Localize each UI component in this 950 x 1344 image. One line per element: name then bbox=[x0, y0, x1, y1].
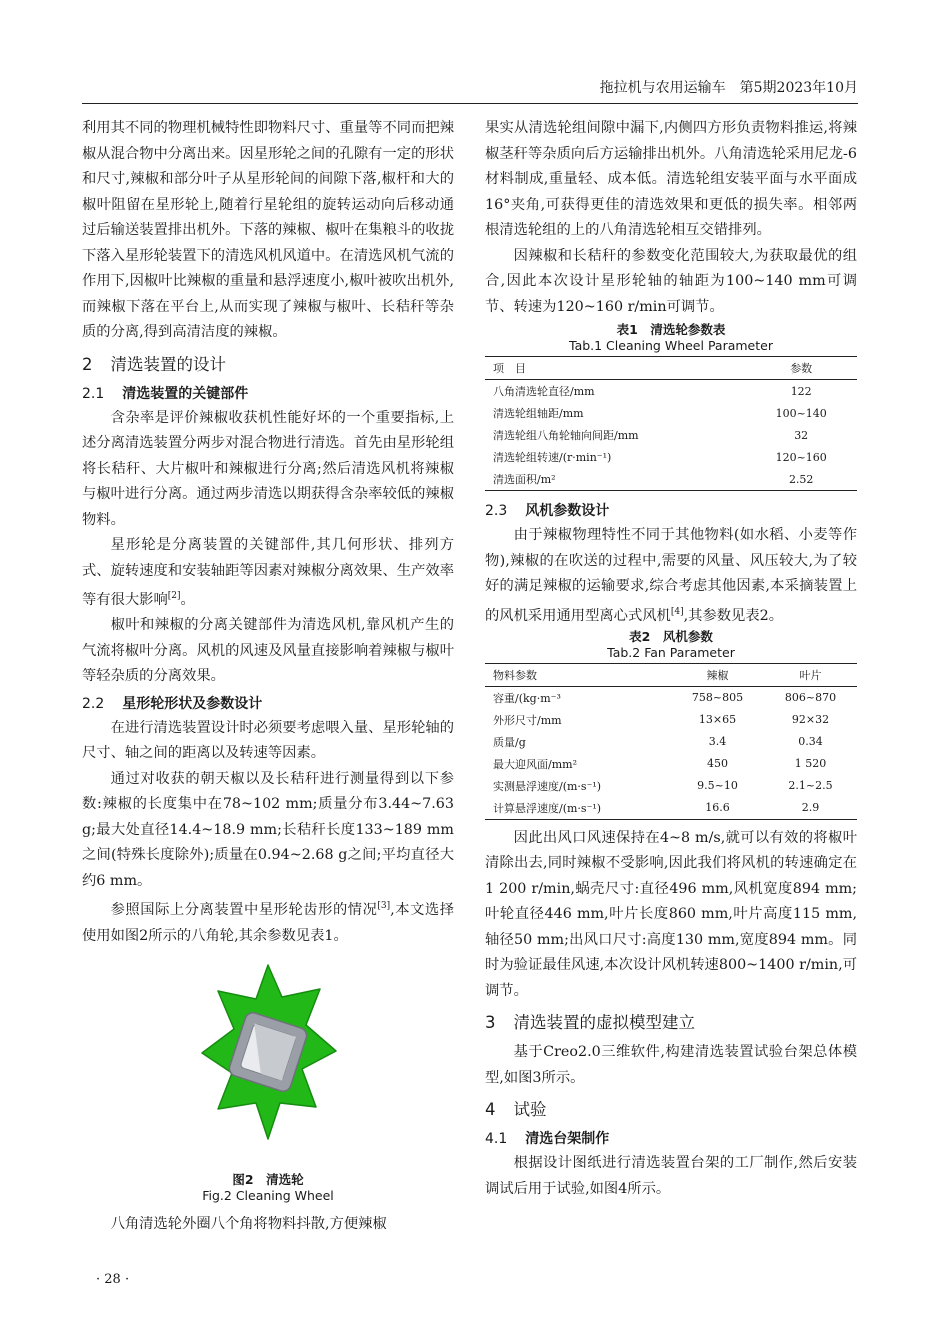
section-title: 试验 bbox=[513, 1100, 547, 1120]
table-cell: 清选面积/m² bbox=[485, 468, 745, 491]
paragraph: 含杂率是评价辣椒收获机性能好坏的一个重要指标,上述分离清选装置分两步对混合物进行清选。首先由星形轮组将长秸秆、大片椒叶和辣椒进行分离;然后清选风机将辣椒与椒叶进行分离。通过两步清选以期获得含杂率较低的辣椒物料。 bbox=[82, 409, 454, 528]
cleaning-wheel-parameter-table bbox=[485, 356, 857, 491]
table-row bbox=[485, 380, 857, 403]
section-number: 4 bbox=[485, 1100, 496, 1120]
table-row bbox=[485, 446, 857, 468]
table-cell: 容重/(kg·m⁻³ bbox=[493, 691, 561, 705]
table-cell: 450 bbox=[707, 757, 728, 771]
table-cell: 外形尺寸/mm bbox=[493, 713, 562, 727]
paragraph: 椒叶和辣椒的分离关键部件为清选风机,靠风机产生的气流将椒叶分离。风机的风速及风量直接影响着辣椒与椒叶等轻杂质的分离效果。 bbox=[82, 617, 454, 685]
paragraph: 根据设计图纸进行清选装置台架的工厂制作,然后安装调试后用于试验,如图4所示。 bbox=[485, 1155, 857, 1197]
table-header-cell: 叶片 bbox=[764, 663, 857, 686]
table-header-row bbox=[485, 357, 857, 380]
paragraph: 通过对收获的朝天椒以及长秸秆进行测量得到以下参数:辣椒的长度集中在78~102 mm;质量分布3.44~7.63 g;最大处直径14.4~18.9 mm;长秸秆长度133~189 mm之间(特殊长度除外);质量在0.94~2.68 g之间;平均直径大约6 mm。 bbox=[82, 770, 454, 889]
fan-parameter-table bbox=[485, 663, 857, 820]
subsection-title: 清选台架制作 bbox=[525, 1131, 610, 1148]
paragraph-text: 。 bbox=[180, 591, 195, 608]
table-row bbox=[485, 775, 857, 797]
table-cell: 计算悬浮速度/(m·s⁻¹) bbox=[485, 797, 671, 820]
page-number: · 28 · bbox=[96, 1272, 130, 1287]
table-cell: 八角清选轮直径/mm bbox=[493, 385, 595, 398]
section-heading-2 bbox=[82, 352, 454, 378]
figure-caption bbox=[82, 1172, 454, 1204]
table-row bbox=[485, 709, 857, 731]
paragraph-text: 由于辣椒物理特性不同于其他物料(如水稻、小麦等作物),辣椒的在吹送的过程中,需要的风量、风压较大,为了较好的满足辣椒的运输要求,综合考虑其他因素,本采摘装置上的风机采用通用型离心式风机 bbox=[485, 527, 857, 624]
table-header-cell: 项 目 bbox=[485, 357, 745, 380]
subsection-number: 2.3 bbox=[485, 503, 508, 519]
paragraph-text: 星形轮是分离装置的关键部件,其几何形状、排列方式、旋转速度和安装轴距等因素对辣椒分离效果、生产效率等有很大影响 bbox=[82, 537, 454, 608]
table-row bbox=[485, 424, 857, 446]
paragraph: 利用其不同的物理机械特性即物料尺寸、重量等不同而把辣椒从混合物中分离出来。因星形轮之间的孔隙有一定的形状和尺寸,辣椒和部分叶子从星形轮间的间隙下落,椒杆和大的椒叶阻留在星形轮上,随着行星轮组的旋转运动向后移动通过后输送装置排出机外。下落的辣椒、椒叶在集粮斗的收拢下落入星形轮装置下的清选风机风道中。在清选风机气流的作用下,因椒叶比辣椒的重量和悬浮速度小,椒叶被吹出机外,而辣椒下落在平台上,从而实现了辣椒与椒叶、长秸秆等杂质的分离,得到高清洁度的辣椒。 bbox=[82, 120, 454, 340]
right-column bbox=[485, 116, 857, 1202]
citation: [4] bbox=[670, 606, 684, 617]
table-cell: 9.5~10 bbox=[697, 779, 738, 793]
table-row bbox=[485, 402, 857, 424]
paragraph: 果实从清选轮组间隙中漏下,内侧四方形负责物料推运,将辣椒茎秆等杂质向后方运输排出机外。八角清选轮采用尼龙-6材料制成,重量轻、成本低。清选轮组安装平面与水平面成16°夹角,可获得更佳的清选效果和更低的损失率。相邻两根清选轮组的上的八角清选轮相互交错排列。 bbox=[485, 120, 857, 238]
table-caption-cn: 表1 清选轮参数表 bbox=[616, 322, 726, 337]
figure-caption-cn: 图2 清选轮 bbox=[232, 1172, 304, 1188]
section-title: 清选装置的虚拟模型建立 bbox=[513, 1013, 695, 1033]
journal-header: 拖拉机与农用运输车 第5期2023年10月 bbox=[599, 80, 858, 96]
table-header-row bbox=[485, 663, 857, 686]
table-cell: 1 520 bbox=[794, 757, 827, 771]
table-cell: 0.34 bbox=[798, 735, 823, 749]
paragraph bbox=[485, 523, 857, 629]
table-cell: 清选轮组转速/(r·min⁻¹) bbox=[493, 451, 612, 464]
table-cell: 清选轮组八角轮轴向间距/mm bbox=[493, 429, 639, 442]
subsection-number: 4.1 bbox=[485, 1131, 508, 1148]
table-cell: 100~140 bbox=[775, 406, 827, 420]
table-caption bbox=[485, 322, 857, 354]
table-header-cell: 辣椒 bbox=[671, 663, 764, 686]
table-row bbox=[485, 686, 857, 709]
subsection-heading-2-3 bbox=[485, 499, 857, 523]
table-row bbox=[485, 797, 857, 820]
table-cell: 2.52 bbox=[745, 468, 857, 491]
section-number: 2 bbox=[82, 354, 93, 374]
table-cell: 806~870 bbox=[784, 691, 837, 705]
subsection-title: 风机参数设计 bbox=[525, 503, 610, 519]
table-header-cell: 参数 bbox=[745, 357, 857, 380]
paragraph: 基于Creo2.0三维软件,构建清选装置试验台架总体模型,如图3所示。 bbox=[485, 1044, 857, 1086]
cleaning-wheel-figure bbox=[198, 957, 338, 1162]
table-cell: 120~160 bbox=[775, 450, 827, 464]
paragraph: 在进行清选装置设计时必须要考虑喂入量、星形轮轴的尺寸、轴之间的距离以及转速等因素。 bbox=[82, 719, 454, 762]
table-caption bbox=[485, 629, 857, 661]
figure-caption-en: Fig.2 Cleaning Wheel bbox=[202, 1188, 334, 1204]
paragraph-text: ,其参数见表2。 bbox=[683, 607, 784, 624]
paragraph: 因辣椒和长秸秆的参数变化范围较大,为获取最优的组合,因此本次设计星形轮轴的轴距为100~140 mm可调节、转速为120~160 r/min可调节。 bbox=[485, 247, 857, 315]
table-cell: 122 bbox=[790, 384, 812, 398]
table-row bbox=[485, 731, 857, 753]
citation: [2] bbox=[167, 591, 181, 601]
section-number: 3 bbox=[485, 1013, 496, 1033]
table-cell: 758~805 bbox=[691, 691, 744, 705]
subsection-title: 星形轮形状及参数设计 bbox=[122, 695, 263, 712]
table-cell: 2.9 bbox=[764, 797, 857, 820]
table-cell: 2.1~2.5 bbox=[788, 779, 833, 793]
table-cell: 92×32 bbox=[791, 713, 830, 727]
table-caption-cn: 表2 风机参数 bbox=[629, 628, 713, 644]
subsection-number: 2.1 bbox=[82, 385, 105, 402]
section-heading-4 bbox=[485, 1097, 857, 1123]
table-cell: 实测悬浮速度/(m·s⁻¹) bbox=[493, 779, 602, 793]
section-title: 清选装置的设计 bbox=[110, 354, 226, 374]
table-cell: 16.6 bbox=[671, 797, 764, 820]
table-cell: 质量/g bbox=[493, 735, 526, 749]
table-row bbox=[485, 468, 857, 491]
cleaning-wheel-illustration bbox=[198, 957, 338, 1162]
subsection-heading-2-1 bbox=[82, 382, 454, 406]
table-row bbox=[485, 753, 857, 775]
paragraph-text: ,本文选择使用如图2所示的八角轮,其余参数见表1。 bbox=[82, 902, 455, 944]
table-cell: 清选轮组轴距/mm bbox=[493, 407, 584, 420]
table-caption-en: Tab.2 Fan Parameter bbox=[607, 644, 735, 660]
paragraph bbox=[82, 894, 454, 949]
subsection-number: 2.2 bbox=[82, 695, 105, 712]
subsection-title: 清选装置的关键部件 bbox=[122, 385, 249, 402]
header-rule bbox=[82, 103, 858, 104]
subsection-heading-4-1 bbox=[485, 1127, 857, 1151]
paragraph bbox=[82, 533, 454, 613]
section-heading-3 bbox=[485, 1010, 857, 1036]
subsection-heading-2-2 bbox=[82, 692, 454, 716]
left-column bbox=[82, 116, 454, 1238]
table-cell: 13×65 bbox=[698, 713, 737, 727]
table-header-cell: 物料参数 bbox=[485, 663, 671, 686]
table-cell: 32 bbox=[794, 428, 809, 442]
table-cell: 最大迎风面/mm² bbox=[493, 757, 577, 771]
table-cell: 3.4 bbox=[708, 735, 727, 749]
paragraph: 八角清选轮外圈八个角将物料抖散,方便辣椒 bbox=[110, 1216, 387, 1233]
paragraph: 因此出风口风速保持在4~8 m/s,就可以有效的将椒叶清除出去,同时辣椒不受影响,因此我们将风机的转速确定在1 200 r/min,蜗壳尺寸:直径496 mm,风机宽度894 mm;叶轮直径446 mm,叶片长度860 mm,叶片高度115 mm,轴径50 mm;出风口尺寸:高度130 mm,宽度894 mm。同时为验证最佳风速,本次设计风机转速800~1400 r/min,可调节。 bbox=[485, 829, 857, 999]
table-caption-en: Tab.1 Cleaning Wheel Parameter bbox=[569, 338, 773, 353]
citation: [3] bbox=[377, 901, 391, 912]
paragraph-text: 参照国际上分离装置中星形轮齿形的情况 bbox=[110, 902, 378, 919]
